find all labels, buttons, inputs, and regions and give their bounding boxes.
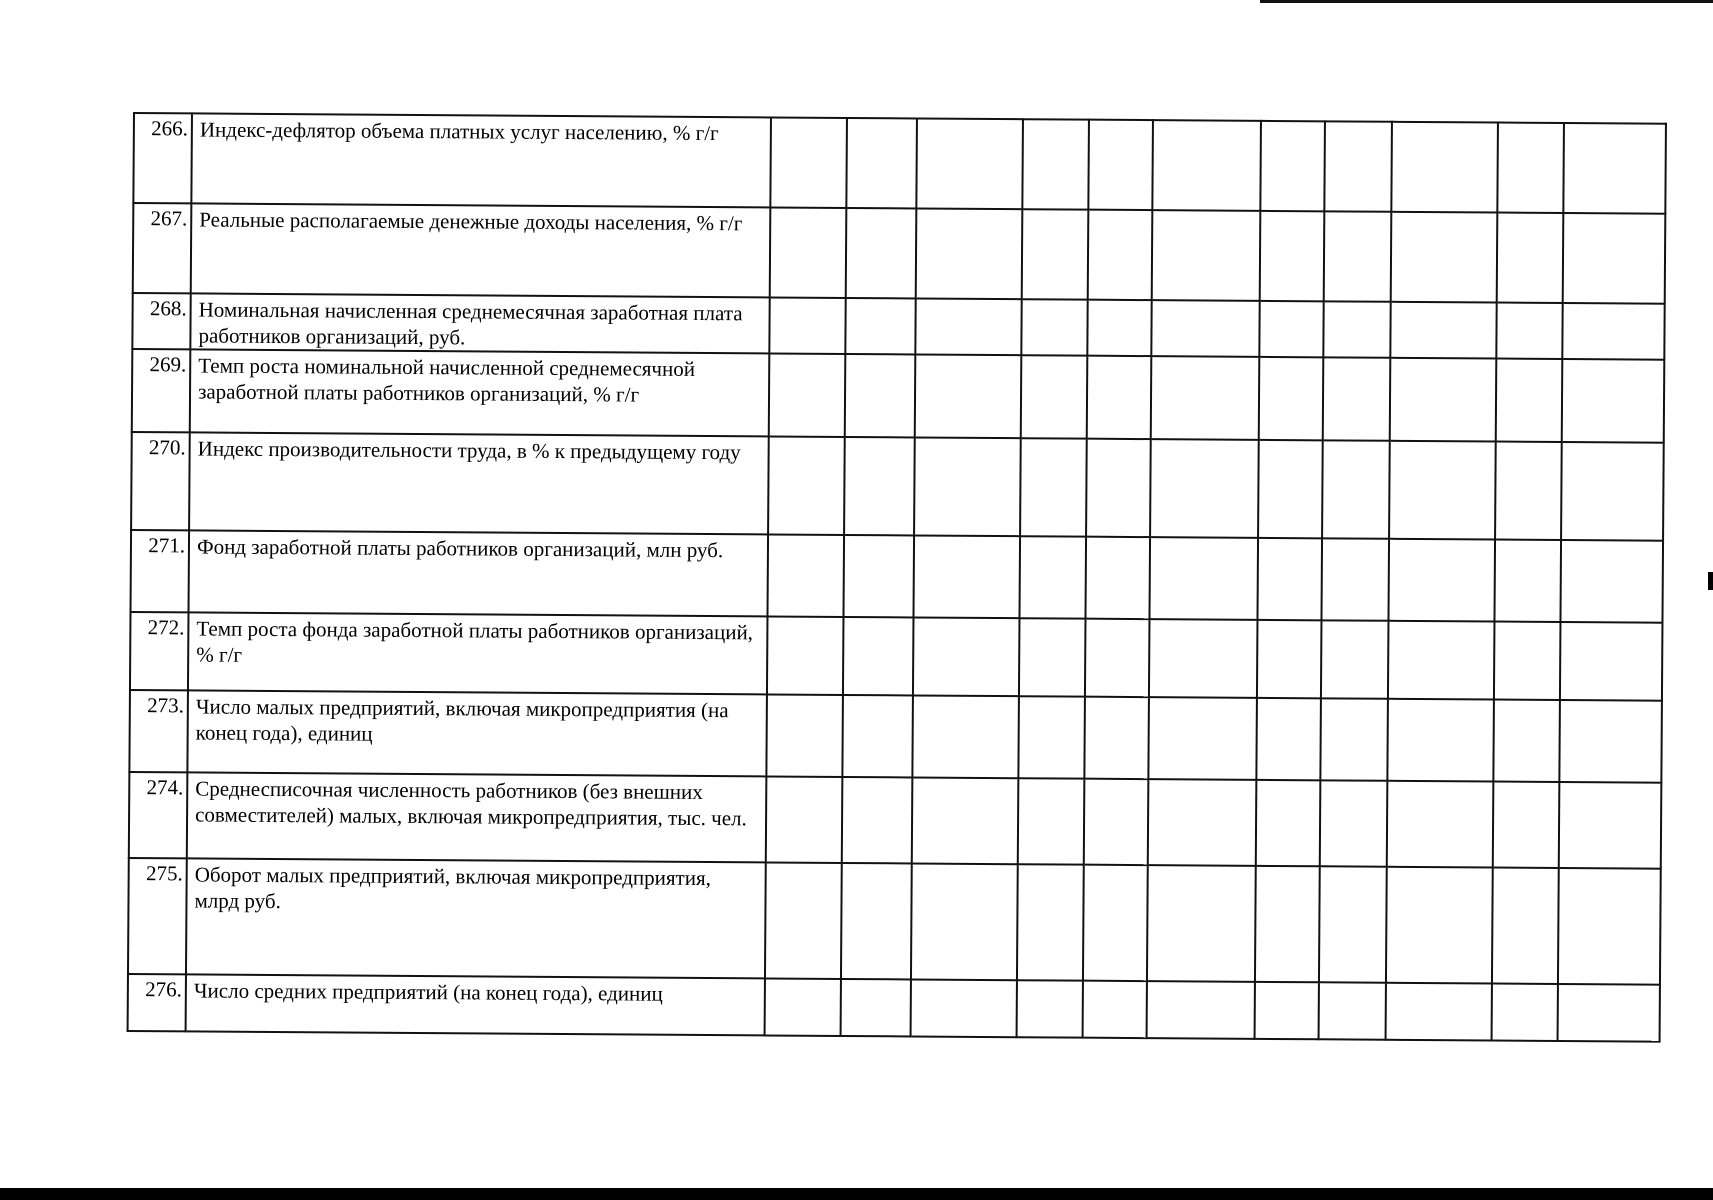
value-cell	[1152, 210, 1261, 301]
value-cell	[1324, 211, 1391, 301]
table-row	[133, 113, 1666, 214]
value-cell	[1319, 866, 1386, 982]
value-cell	[1491, 984, 1557, 1041]
value-cell	[1321, 698, 1388, 780]
table-row	[129, 690, 1662, 783]
value-cell	[1387, 621, 1494, 700]
value-cell	[1257, 620, 1322, 698]
table-row	[131, 432, 1664, 541]
value-cell	[1020, 536, 1087, 618]
row-number: 272.	[130, 612, 189, 690]
value-cell	[1257, 698, 1322, 780]
value-cell	[914, 437, 1021, 536]
table-row	[128, 858, 1661, 985]
value-cell	[911, 979, 1018, 1037]
row-indicator-label: Номинальная начисленная среднемесячная заработная плата работников организаций, руб.	[190, 293, 769, 353]
value-cell	[770, 207, 847, 298]
value-cell	[1563, 123, 1666, 214]
value-cell	[1386, 867, 1493, 984]
value-cell	[1083, 865, 1148, 981]
value-cell	[843, 535, 914, 617]
value-cell	[1022, 209, 1089, 299]
row-indicator-label: Индекс-дефлятор объема платных услуг населению, % г/г	[191, 113, 770, 207]
value-cell	[1088, 300, 1152, 356]
value-cell	[1496, 303, 1562, 359]
table-row	[133, 203, 1666, 304]
value-cell	[1150, 537, 1259, 620]
value-cell	[1389, 441, 1496, 540]
value-cell	[1086, 439, 1151, 537]
row-number: 268.	[132, 293, 190, 349]
value-cell	[766, 694, 843, 777]
row-indicator-label: Фонд заработной платы работников организаций, млн руб.	[189, 530, 768, 616]
value-cell	[1258, 538, 1323, 620]
table-row	[131, 530, 1664, 623]
value-cell	[1147, 981, 1256, 1039]
value-cell	[1385, 983, 1492, 1041]
row-indicator-label: Число средних предприятий (на конец года), единиц	[186, 974, 765, 1035]
scan-edge-bottom	[0, 1188, 1713, 1200]
value-cell	[1086, 537, 1151, 619]
row-indicator-label: Индекс производительности труда, в % к предыдущему году	[189, 432, 768, 534]
row-indicator-label: Оборот малых предприятий, включая микропредприятия, млрд руб.	[186, 858, 766, 978]
value-cell	[840, 979, 910, 1036]
row-indicator-label: Реальные располагаемые денежные доходы населения, % г/г	[191, 203, 770, 297]
value-cell	[1559, 700, 1662, 783]
value-cell	[1084, 779, 1149, 865]
value-cell	[1256, 780, 1321, 866]
value-cell	[1386, 781, 1493, 868]
value-cell	[1557, 984, 1660, 1042]
value-cell	[1021, 299, 1087, 355]
value-cell	[1323, 357, 1390, 440]
table-row	[128, 974, 1660, 1042]
value-cell	[1493, 700, 1560, 782]
value-cell	[1390, 212, 1497, 303]
value-cell	[1083, 981, 1147, 1038]
value-cell	[1494, 622, 1561, 700]
row-number: 273.	[129, 690, 188, 772]
value-cell	[1019, 618, 1086, 696]
value-cell	[1492, 782, 1559, 868]
row-indicator-label: Темп роста номинальной начисленной среднемесячной заработной платы работников организаций, % г/г	[190, 349, 769, 436]
value-cell	[912, 777, 1019, 864]
value-cell	[1085, 619, 1150, 697]
row-number: 269.	[132, 349, 191, 432]
value-cell	[1089, 120, 1154, 210]
value-cell	[1258, 440, 1323, 538]
value-cell	[1560, 622, 1663, 701]
row-indicator-label: Темп роста фонда заработной платы работников организаций, % г/г	[188, 612, 767, 694]
scan-edge-mark	[1708, 572, 1713, 590]
value-cell	[843, 617, 914, 695]
row-number: 276.	[128, 974, 186, 1031]
value-cell	[1320, 780, 1387, 866]
value-cell	[1148, 779, 1257, 866]
value-cell	[916, 118, 1023, 209]
value-cell	[1088, 210, 1153, 300]
value-cell	[1255, 982, 1319, 1039]
value-cell	[1150, 439, 1259, 538]
value-cell	[912, 695, 1019, 778]
value-cell	[1319, 982, 1385, 1039]
value-cell	[1153, 120, 1262, 211]
value-cell	[1149, 619, 1258, 698]
value-cell	[846, 118, 917, 208]
value-cell	[766, 776, 843, 863]
row-indicator-label: Среднесписочная численность работников (без внешних совместителей) малых, включая микропредприятия, тыс. чел.	[187, 772, 766, 862]
value-cell	[769, 297, 845, 354]
value-cell	[1085, 697, 1150, 779]
value-cell	[1324, 301, 1390, 357]
value-cell	[1147, 865, 1256, 982]
value-cell	[842, 777, 913, 863]
table-row	[132, 349, 1665, 443]
value-cell	[1322, 538, 1389, 620]
value-cell	[845, 354, 916, 437]
row-number: 270.	[131, 432, 190, 530]
value-cell	[1562, 213, 1665, 304]
value-cell	[1492, 868, 1559, 984]
value-cell	[1149, 697, 1258, 780]
table-body	[128, 113, 1666, 1042]
value-cell	[1323, 440, 1390, 538]
value-cell	[769, 353, 846, 437]
table-row	[130, 612, 1663, 701]
row-number: 267.	[133, 203, 192, 293]
value-cell	[1260, 301, 1324, 357]
value-cell	[844, 437, 915, 535]
value-cell	[1562, 303, 1665, 360]
value-cell	[841, 863, 912, 979]
value-cell	[767, 616, 844, 695]
value-cell	[1255, 866, 1320, 982]
value-cell	[913, 617, 1020, 696]
value-cell	[1495, 442, 1562, 540]
row-indicator-label: Число малых предприятий, включая микропредприятия (на конец года), единиц	[187, 690, 766, 776]
value-cell	[1497, 123, 1564, 213]
value-cell	[1560, 540, 1663, 623]
value-cell	[1325, 121, 1392, 211]
value-cell	[770, 117, 847, 208]
value-cell	[1151, 356, 1260, 440]
value-cell	[1260, 211, 1325, 301]
value-cell	[916, 208, 1023, 299]
indicators-table	[127, 112, 1667, 1043]
value-cell	[842, 695, 913, 777]
value-cell	[765, 862, 842, 979]
table-row	[129, 772, 1662, 869]
value-cell	[1021, 355, 1088, 438]
value-cell	[915, 298, 1022, 355]
row-number: 266.	[133, 113, 192, 203]
value-cell	[767, 534, 844, 617]
row-number: 274.	[129, 772, 188, 858]
value-cell	[1022, 119, 1089, 209]
value-cell	[911, 863, 1018, 980]
value-cell	[1152, 300, 1261, 357]
value-cell	[1018, 778, 1085, 864]
value-cell	[1561, 442, 1664, 541]
value-cell	[1261, 121, 1326, 211]
value-cell	[1496, 213, 1563, 303]
value-cell	[1259, 357, 1324, 440]
value-cell	[1389, 358, 1496, 442]
value-cell	[1559, 782, 1662, 869]
row-number: 271.	[131, 530, 190, 612]
value-cell	[1558, 868, 1661, 985]
value-cell	[1495, 359, 1562, 442]
value-cell	[1561, 359, 1664, 443]
value-cell	[1321, 620, 1388, 698]
value-cell	[1390, 302, 1497, 359]
value-cell	[1388, 539, 1495, 622]
value-cell	[915, 354, 1022, 438]
value-cell	[768, 436, 845, 535]
row-number: 275.	[128, 858, 187, 974]
scan-edge-top	[1260, 0, 1713, 3]
value-cell	[913, 535, 1020, 618]
value-cell	[764, 978, 840, 1036]
value-cell	[846, 208, 917, 298]
value-cell	[1087, 356, 1152, 439]
value-cell	[1387, 699, 1494, 782]
value-cell	[1391, 122, 1498, 213]
value-cell	[845, 298, 915, 354]
value-cell	[1020, 438, 1087, 536]
value-cell	[1018, 696, 1085, 778]
value-cell	[1017, 980, 1083, 1037]
value-cell	[1017, 864, 1084, 980]
value-cell	[1494, 540, 1561, 622]
indicators-table-wrapper	[127, 112, 1667, 1043]
